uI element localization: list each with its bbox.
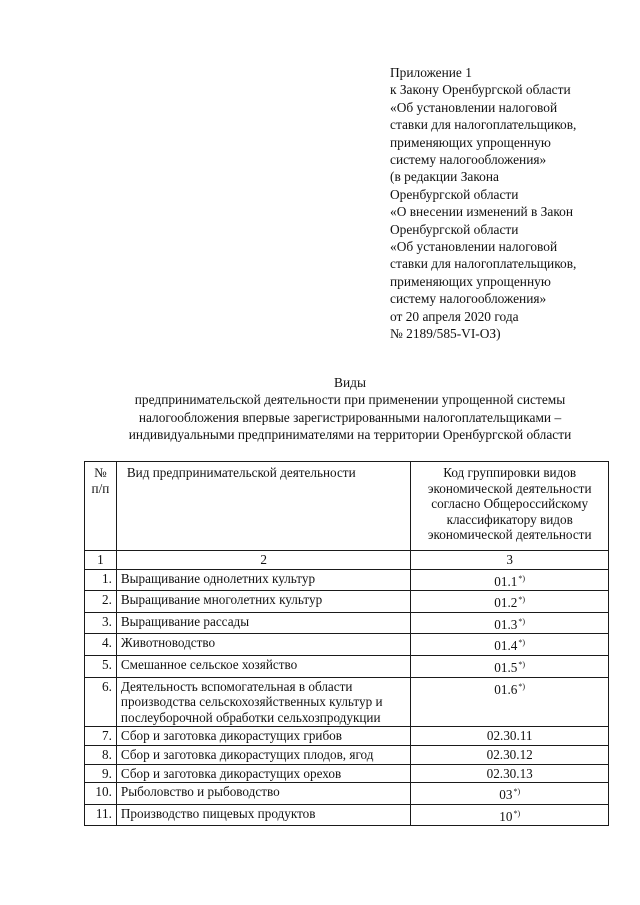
row-number: 7. bbox=[85, 727, 117, 746]
row-number: 3. bbox=[85, 612, 117, 634]
row-code: 01.1 bbox=[494, 573, 518, 589]
footnote-mark: *) bbox=[513, 808, 521, 818]
header-activity-cell bbox=[116, 462, 410, 551]
appendix-line: применяющих упрощенную bbox=[390, 273, 551, 289]
table-header-row bbox=[85, 462, 609, 551]
row-number: 10. bbox=[85, 783, 117, 805]
row-code: 01.3 bbox=[494, 616, 518, 632]
row-code-cell bbox=[411, 783, 609, 805]
row-activity: Выращивание однолетних культур bbox=[116, 569, 410, 591]
appendix-line: Приложение 1 bbox=[390, 65, 472, 80]
row-number: 8. bbox=[85, 745, 117, 764]
row-code-cell bbox=[411, 764, 609, 783]
table-row bbox=[85, 634, 609, 656]
appendix-line: применяющих упрощенную bbox=[390, 134, 551, 150]
table-row bbox=[85, 677, 609, 727]
table-row bbox=[85, 745, 609, 764]
document-title bbox=[60, 374, 640, 444]
table-row bbox=[85, 591, 609, 613]
table-row bbox=[85, 804, 609, 826]
row-code-cell bbox=[411, 655, 609, 677]
header-num-cell bbox=[85, 462, 117, 551]
row-code: 02.30.12 bbox=[486, 746, 533, 762]
table-row bbox=[85, 612, 609, 634]
header-num-symbol: № bbox=[94, 465, 107, 480]
row-code-cell bbox=[411, 804, 609, 826]
row-code: 02.30.11 bbox=[486, 728, 533, 744]
title-line: предпринимательской деятельности при применении упрощенной системы bbox=[134, 392, 566, 408]
row-code: 01.4 bbox=[494, 638, 518, 654]
header-num-abbr: п/п bbox=[91, 480, 110, 496]
header-code-line: экономической деятельности bbox=[427, 480, 592, 496]
row-code: 01.2 bbox=[494, 595, 518, 611]
footnote-mark: *) bbox=[518, 659, 526, 669]
header-activity-label: Вид предпринимательской деятельности bbox=[126, 465, 356, 480]
title-word: Виды bbox=[334, 375, 366, 390]
header-code-line: Код группировки видов bbox=[443, 465, 577, 480]
table-row bbox=[85, 569, 609, 591]
table-row bbox=[85, 655, 609, 677]
column-number: 1 bbox=[85, 551, 117, 570]
activities-table bbox=[84, 461, 609, 826]
row-number: 5. bbox=[85, 655, 117, 677]
row-activity: Сбор и заготовка дикорастущих орехов bbox=[116, 764, 410, 783]
row-activity: Рыболовство и рыбоводство bbox=[116, 783, 410, 805]
row-activity: Выращивание рассады bbox=[116, 612, 410, 634]
appendix-line: от 20 апреля 2020 года bbox=[390, 308, 519, 324]
row-code: 03 bbox=[499, 787, 513, 803]
row-number: 4. bbox=[85, 634, 117, 656]
row-activity: Сбор и заготовка дикорастущих грибов bbox=[116, 727, 410, 746]
row-number: 6. bbox=[85, 677, 117, 727]
row-code: 01.6 bbox=[494, 681, 518, 697]
appendix-line: (в редакции Закона bbox=[390, 169, 499, 185]
footnote-mark: *) bbox=[518, 573, 526, 583]
header-code-line: экономической деятельности bbox=[427, 527, 592, 543]
appendix-note bbox=[390, 64, 630, 343]
footnote-mark: *) bbox=[513, 787, 521, 797]
column-number: 3 bbox=[411, 551, 609, 570]
title-line: налогообложения впервые зарегистрированными налогоплательщиками – bbox=[138, 409, 562, 425]
row-code-cell bbox=[411, 677, 609, 727]
appendix-line: Оренбургской области bbox=[390, 186, 519, 202]
row-code-cell bbox=[411, 634, 609, 656]
appendix-line: «О внесении изменений в Закон bbox=[390, 204, 574, 220]
table-row bbox=[85, 764, 609, 783]
header-code-cell bbox=[411, 462, 609, 551]
table-row bbox=[85, 727, 609, 746]
appendix-line: систему налогообложения» bbox=[390, 291, 547, 307]
row-code-cell bbox=[411, 612, 609, 634]
row-activity: Выращивание многолетних культур bbox=[116, 591, 410, 613]
row-code: 10 bbox=[499, 808, 513, 824]
appendix-line: № 2189/585-VI-ОЗ) bbox=[390, 326, 501, 342]
column-number: 2 bbox=[116, 551, 410, 570]
row-activity: Смешанное сельское хозяйство bbox=[116, 655, 410, 677]
footnote-mark: *) bbox=[518, 595, 526, 605]
footnote-mark: *) bbox=[518, 681, 526, 691]
header-code-line: согласно Общероссийскому bbox=[431, 496, 589, 512]
footnote-mark: *) bbox=[518, 616, 526, 626]
row-number: 11. bbox=[85, 804, 117, 826]
row-activity: Деятельность вспомогательная в области производства сельскохозяйственных культур и послеуборочной обработки сельхозпродукции bbox=[116, 677, 410, 727]
row-activity: Производство пищевых продуктов bbox=[116, 804, 410, 826]
row-code-cell bbox=[411, 727, 609, 746]
header-code-line: классификатору видов bbox=[446, 511, 573, 527]
row-number: 2. bbox=[85, 591, 117, 613]
row-activity: Сбор и заготовка дикорастущих плодов, ягод bbox=[116, 745, 410, 764]
row-code: 02.30.13 bbox=[486, 765, 533, 781]
row-number: 9. bbox=[85, 764, 117, 783]
column-number-row bbox=[85, 551, 609, 570]
appendix-line: «Об установлении налоговой bbox=[390, 239, 558, 255]
table-body bbox=[85, 569, 609, 826]
row-activity: Животноводство bbox=[116, 634, 410, 656]
row-code-cell bbox=[411, 745, 609, 764]
row-code-cell bbox=[411, 591, 609, 613]
appendix-line: к Закону Оренбургской области bbox=[390, 82, 571, 98]
appendix-line: Оренбургской области bbox=[390, 221, 519, 237]
appendix-line: ставки для налогоплательщиков, bbox=[390, 256, 577, 272]
footnote-mark: *) bbox=[518, 638, 526, 648]
appendix-line: систему налогообложения» bbox=[390, 152, 547, 168]
table-row bbox=[85, 783, 609, 805]
title-line: индивидуальными предпринимателями на территории Оренбургской области bbox=[128, 427, 572, 443]
appendix-line: «Об установлении налоговой bbox=[390, 99, 558, 115]
row-number: 1. bbox=[85, 569, 117, 591]
appendix-line: ставки для налогоплательщиков, bbox=[390, 117, 577, 133]
row-code: 01.5 bbox=[494, 659, 518, 675]
row-code-cell bbox=[411, 569, 609, 591]
